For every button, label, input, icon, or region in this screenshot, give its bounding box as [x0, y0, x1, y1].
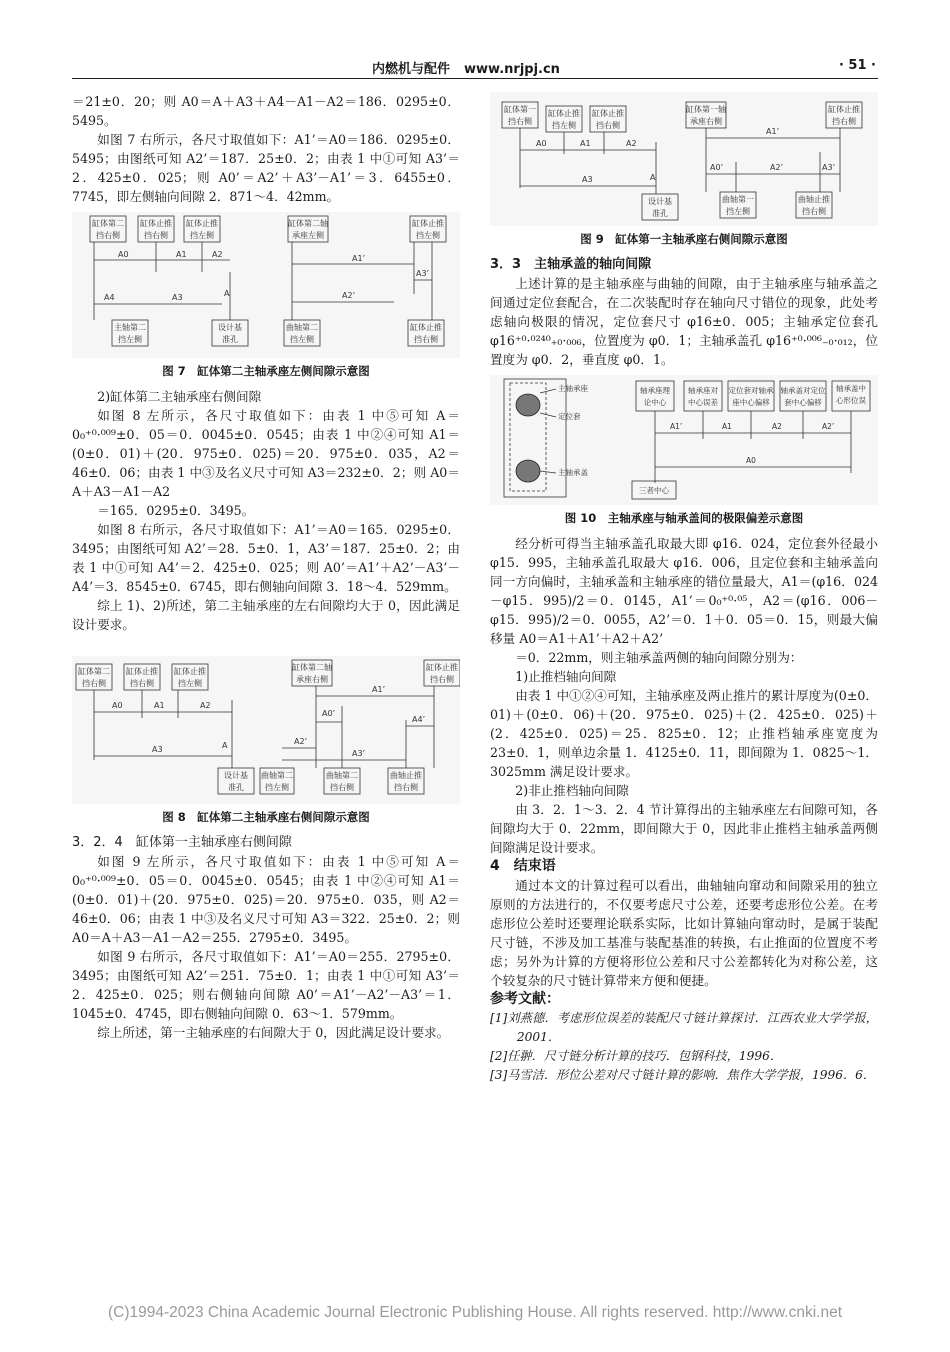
svg-text:挡右侧: 挡右侧 — [144, 231, 168, 240]
svg-text:挡右侧: 挡右侧 — [508, 117, 532, 126]
figure-8-diagram — [72, 656, 460, 804]
svg-text:A1’: A1’ — [352, 254, 366, 263]
svg-text:A1’: A1’ — [372, 685, 386, 694]
svg-text:A4’: A4’ — [412, 715, 426, 724]
figure-10 — [490, 375, 878, 528]
paragraph: 如图 7 右所示，各尺寸取值如下：A1’＝A0＝186．0295±0．5495；由图纸可知 A2’＝187．25±0．2；由表 1 中①可知 A3’＝2．425±0．025；则 A0’＝A2’＋A3’－A1’＝3．6455±0．7745，即左侧轴向间隙 2．871～4．42mm。 — [72, 132, 460, 204]
svg-text:缸体第二轴: 缸体第二轴 — [292, 663, 332, 672]
svg-text:A2: A2 — [200, 701, 211, 710]
svg-text:挡右侧: 挡右侧 — [96, 231, 120, 240]
svg-text:承座左侧: 承座左侧 — [292, 231, 324, 240]
paragraph: 由表 1 中①②④可知，主轴承座及两止推片的累计厚度为(0±0．01)＋(0±0．06)＋(20．975±0．025)＋(2．425±0．025)＋(2．425±0．025)＝25．825±0．12；止推档轴承座宽度为 23±0．1，则单边余量 1．4125±0．11，即间隙为 1．0825～1．3025mm 满足设计要求。 — [490, 688, 878, 779]
svg-text:设计基: 设计基 — [218, 323, 242, 332]
svg-text:A0: A0 — [112, 701, 123, 710]
svg-text:A1: A1 — [176, 250, 187, 259]
svg-text:A: A — [222, 741, 228, 750]
svg-text:挡左侧: 挡左侧 — [178, 679, 202, 688]
svg-text:准孔: 准孔 — [222, 335, 238, 344]
svg-text:缸体止推: 缸体止推 — [426, 663, 458, 672]
svg-text:挡左侧: 挡左侧 — [552, 121, 576, 130]
svg-text:定位套对轴承: 定位套对轴承 — [728, 386, 774, 395]
svg-text:设计基: 设计基 — [224, 771, 248, 780]
paragraph: 综上所述，第一主轴承座的右间隙大于 0，因此满足设计要求。 — [97, 1025, 450, 1040]
section-heading: 3．2．4 缸体第一主轴承座右侧间隙 — [72, 835, 292, 850]
svg-text:缸体止推: 缸体止推 — [140, 219, 172, 228]
svg-text:缸体第一轴: 缸体第一轴 — [686, 105, 726, 114]
svg-text:缸体第二: 缸体第二 — [78, 667, 110, 676]
svg-text:挡右侧: 挡右侧 — [414, 335, 438, 344]
figure-7 — [72, 212, 460, 381]
figure-7-caption: 图 7 缸体第二主轴承座左侧间隙示意图 — [162, 364, 370, 378]
svg-text:曲轴第一: 曲轴第一 — [722, 195, 754, 204]
svg-text:A2: A2 — [772, 422, 782, 431]
svg-text:A1’: A1’ — [670, 422, 683, 431]
svg-text:A3’: A3’ — [352, 749, 366, 758]
right-column — [490, 92, 878, 1085]
svg-text:A1: A1 — [154, 701, 165, 710]
svg-text:挡右侧: 挡右侧 — [430, 675, 454, 684]
svg-text:A3: A3 — [172, 293, 183, 302]
svg-text:缸体止推: 缸体止推 — [186, 219, 218, 228]
figure-10-caption: 图 10 主轴承座与轴承盖间的极限偏差示意图 — [564, 511, 804, 525]
svg-text:A3’: A3’ — [416, 269, 430, 278]
svg-text:中心误差: 中心误差 — [688, 398, 718, 407]
figure-8-caption: 图 8 缸体第二主轴承座右侧间隙示意图 — [162, 810, 370, 824]
reference-item: [1]刘燕德．考虑形位误差的装配尺寸链计算探讨．江西农业大学学报，2001． — [490, 1011, 878, 1044]
svg-text:A2’: A2’ — [342, 291, 356, 300]
svg-text:缸体第二轴: 缸体第二轴 — [288, 219, 328, 228]
svg-text:缸体第二: 缸体第二 — [92, 219, 124, 228]
paragraph: 如图 9 左所示，各尺寸取值如下：由表 1 中⑤可知 A＝0₀⁺⁰·⁰⁰⁹±0．05＝0．0045±0．0545；由表 1 中②④可知 A1＝(0±0．01)＋(20．975±0．025)＝20．975±0．035，则 A2＝46±0．06；由表 1 中③及名义尺寸可知 A3＝322．25±0．2；则 A0＝A＋A3－A1－A2＝255．2795±0．3495。 — [72, 854, 460, 945]
svg-text:设计基: 设计基 — [648, 197, 672, 206]
svg-text:座中心偏移: 座中心偏移 — [732, 398, 770, 407]
subheading: 2)缸体第二主轴承座右侧间隙 — [97, 389, 262, 404]
svg-text:A0: A0 — [118, 250, 129, 259]
page-header — [72, 56, 878, 79]
svg-text:A0’: A0’ — [710, 163, 724, 172]
svg-text:主轴承盖: 主轴承盖 — [558, 468, 588, 477]
figure-9-caption: 图 9 缸体第一主轴承座右侧间隙示意图 — [580, 232, 788, 246]
svg-text:缸体止推: 缸体止推 — [410, 323, 442, 332]
paragraph: 如图 9 右所示，各尺寸取值如下：A1’＝A0＝255．2795±0．3495；由图纸可知 A2’＝251．75±0．1；由表 1 中①可知 A3’＝2．425±0．025；则右侧轴向间隙 A0’＝A1’－A2’－A3’＝1．1045±0．4745，即右侧轴向间隙 0．63～1．579mm。 — [72, 949, 460, 1021]
svg-text:套中心偏移: 套中心偏移 — [784, 398, 822, 407]
svg-text:A3’: A3’ — [822, 163, 836, 172]
svg-text:A4: A4 — [104, 293, 115, 302]
paragraph: 由 3．2．1～3．2．4 节计算得出的主轴承座左右间隙可知，各间隙均大于 0．22mm，即间隙大于 0，因此非止推档主轴承盖两侧间隙满足设计要求。 — [490, 802, 878, 855]
svg-text:挡左侧: 挡左侧 — [118, 335, 142, 344]
svg-text:论中心: 论中心 — [643, 398, 667, 407]
svg-text:挡右侧: 挡右侧 — [330, 783, 354, 792]
svg-text:准孔: 准孔 — [652, 209, 668, 218]
svg-text:A2’: A2’ — [294, 737, 308, 746]
svg-text:三者中心: 三者中心 — [639, 486, 669, 495]
svg-text:轴承座理: 轴承座理 — [640, 386, 670, 395]
svg-text:A3: A3 — [152, 745, 163, 754]
section-heading: 4 结束语 — [490, 858, 556, 874]
svg-text:心形位误: 心形位误 — [836, 396, 866, 405]
figure-8 — [72, 656, 460, 827]
reference-item: [3]马雪洁．形位公差对尺寸链计算的影响．焦作大学学报，1996．6． — [490, 1068, 876, 1082]
svg-text:曲轴止推: 曲轴止推 — [798, 195, 830, 204]
svg-text:曲轴第二: 曲轴第二 — [286, 323, 318, 332]
svg-text:挡左侧: 挡左侧 — [416, 231, 440, 240]
svg-text:定位套: 定位套 — [558, 412, 581, 421]
svg-text:A1: A1 — [580, 139, 591, 148]
journal-url: www.nrjpj.cn — [464, 62, 560, 77]
paragraph: ＝21±0．20；则 A0＝A＋A3＋A4－A1－A2＝186．0295±0．5495。 — [72, 94, 460, 128]
svg-text:挡左侧: 挡左侧 — [726, 207, 750, 216]
svg-text:A: A — [224, 289, 230, 298]
svg-text:A0: A0 — [536, 139, 547, 148]
reference-item: [2]任翀．尺寸链分析计算的技巧．包钢科技，1996． — [490, 1049, 783, 1063]
section-heading: 3．3 主轴承盖的轴向间隙 — [490, 257, 652, 272]
references-title: 参考文献： — [490, 991, 560, 1007]
svg-text:准孔: 准孔 — [228, 783, 244, 792]
page-number: · 51 · — [838, 58, 876, 73]
svg-text:挡右侧: 挡右侧 — [596, 121, 620, 130]
svg-text:缸体止推: 缸体止推 — [548, 109, 580, 118]
svg-text:挡右侧: 挡右侧 — [130, 679, 154, 688]
svg-text:缸体止推: 缸体止推 — [828, 105, 860, 114]
paragraph: 如图 8 左所示，各尺寸取值如下：由表 1 中⑤可知 A＝0₀⁺⁰·⁰⁰⁹±0．05＝0．0045±0．0545；由表 1 中②④可知 A1＝(0±0．01)＋(20．975±0．025)＝20．975±0．035，A2＝46±0．06；由表 1 中③及名义尺寸可知 A3＝232±0．2；则 A0＝A＋A3－A1－A2 — [72, 408, 460, 499]
svg-text:轴承盖对定位: 轴承盖对定位 — [780, 386, 826, 395]
svg-text:缸体止推: 缸体止推 — [412, 219, 444, 228]
paragraph: 经分析可得当主轴承盖孔取最大即 φ16．024，定位套外径最小 φ15．995，主轴承盖孔取最大 φ16．006，且定位套和主轴承盖向同一方向偏时，主轴承盖和主轴承座的错位量最大，A1＝(φ16．024－φ15．995)/2＝0．0145，A1’＝0₀⁺⁰·⁰⁵，A2＝(φ16．006－φ15．995)/2＝0．0055，A2’＝0．1＋0．05＝0．15，则最大偏移量 A0＝A1＋A1’＋A2＋A2’ — [490, 536, 878, 646]
svg-text:A1’: A1’ — [766, 127, 780, 136]
svg-text:A3: A3 — [582, 175, 593, 184]
svg-text:轴承盖中: 轴承盖中 — [836, 384, 866, 393]
svg-text:轴承座对: 轴承座对 — [688, 386, 718, 395]
svg-text:挡左侧: 挡左侧 — [290, 335, 314, 344]
svg-text:A0’: A0’ — [322, 709, 336, 718]
svg-text:曲轴止推: 曲轴止推 — [390, 771, 422, 780]
paragraph: ＝165．0295±0．3495。 — [97, 503, 255, 518]
paragraph: 如图 8 右所示，各尺寸取值如下：A1’＝A0＝165．0295±0．3495；由图纸可知 A2’＝28．5±0．1，A3’＝187．25±0．2；由表 1 中①可知 A4’＝2．425±0．025；则 A0’＝A1’＋A2’－A3’－A4’＝3．8545±0．6745，即右侧轴向间隙 3．18～4．529mm。 — [72, 522, 460, 594]
svg-text:承座右侧: 承座右侧 — [296, 675, 328, 684]
svg-text:挡左侧: 挡左侧 — [265, 783, 289, 792]
journal-title: 内燃机与配件 www.nrjpj.cn — [372, 62, 560, 77]
svg-text:A1: A1 — [722, 422, 732, 431]
svg-text:挡右侧: 挡右侧 — [802, 207, 826, 216]
subheading: 2)非止推档轴向间隙 — [515, 783, 629, 798]
left-column — [72, 92, 460, 1042]
svg-text:挡右侧: 挡右侧 — [82, 679, 106, 688]
svg-text:A2’: A2’ — [822, 422, 835, 431]
copyright-footer: (C)1994-2023 China Academic Journal Electronic Publishing House. All rights reserved. http://www.cnki.net — [107, 1304, 843, 1321]
svg-text:缸体第一: 缸体第一 — [504, 105, 536, 114]
svg-text:A2: A2 — [212, 250, 223, 259]
svg-text:挡右侧: 挡右侧 — [394, 783, 418, 792]
svg-text:缸体止推: 缸体止推 — [592, 109, 624, 118]
svg-text:主轴承座: 主轴承座 — [558, 384, 588, 393]
figure-9 — [490, 92, 878, 249]
paragraph: 上述计算的是主轴承座与曲轴的间隙，由于主轴承座与轴承盖之间通过定位套配合，在二次装配时存在轴向尺寸错位的现象，此处考虑轴向极限的情况，定位套尺寸 φ16±0．005；主轴承定位套孔 φ16⁺⁰·⁰²⁴⁰₊₀·₀₀₆，位置度为 φ0．1；主轴承盖孔 φ16⁺⁰·⁰⁰⁶₋₀·₀₁₂，位置度为 φ0．2，垂直度 φ0．1。 — [490, 276, 878, 367]
paragraph: ＝0．22mm，则主轴承盖两侧的轴向间隙分别为： — [515, 650, 803, 665]
svg-text:缸体止推: 缸体止推 — [174, 667, 206, 676]
figure-10-diagram — [490, 375, 878, 505]
figure-7-diagram — [72, 212, 460, 358]
svg-text:曲轴第二: 曲轴第二 — [261, 771, 293, 780]
svg-text:主轴第二: 主轴第二 — [114, 323, 146, 332]
svg-text:曲轴第二: 曲轴第二 — [326, 771, 358, 780]
figure-9-diagram — [490, 92, 878, 226]
svg-text:A0: A0 — [746, 456, 756, 465]
svg-text:挡左侧: 挡左侧 — [190, 231, 214, 240]
subheading: 1)止推档轴向间隙 — [515, 669, 617, 684]
svg-text:承座右侧: 承座右侧 — [690, 117, 722, 126]
svg-text:A2: A2 — [626, 139, 637, 148]
svg-text:挡右侧: 挡右侧 — [832, 117, 856, 126]
svg-text:A: A — [650, 173, 656, 182]
paragraph: 综上 1)、2)所述，第二主轴承座的左右间隙均大于 0，因此满足设计要求。 — [72, 598, 460, 632]
svg-text:A2’: A2’ — [770, 163, 784, 172]
paragraph: 通过本文的计算过程可以看出，曲轴轴向窜动和间隙采用的独立原则的方法进行的，不仅要考虑尺寸公差，还要考虑形位公差。在考虑形位公差时还要理论联系实际，比如计算轴向窜动时，是属于装配尺寸链，不涉及加工基准与装配基准的转换，右止推面的位置度不考虑；另外为计算的方便将形位公差和尺寸公差都转化为对称公差，这个较复杂的尺寸链计算带来方便和便捷。 — [490, 878, 878, 988]
svg-text:缸体止推: 缸体止推 — [126, 667, 158, 676]
